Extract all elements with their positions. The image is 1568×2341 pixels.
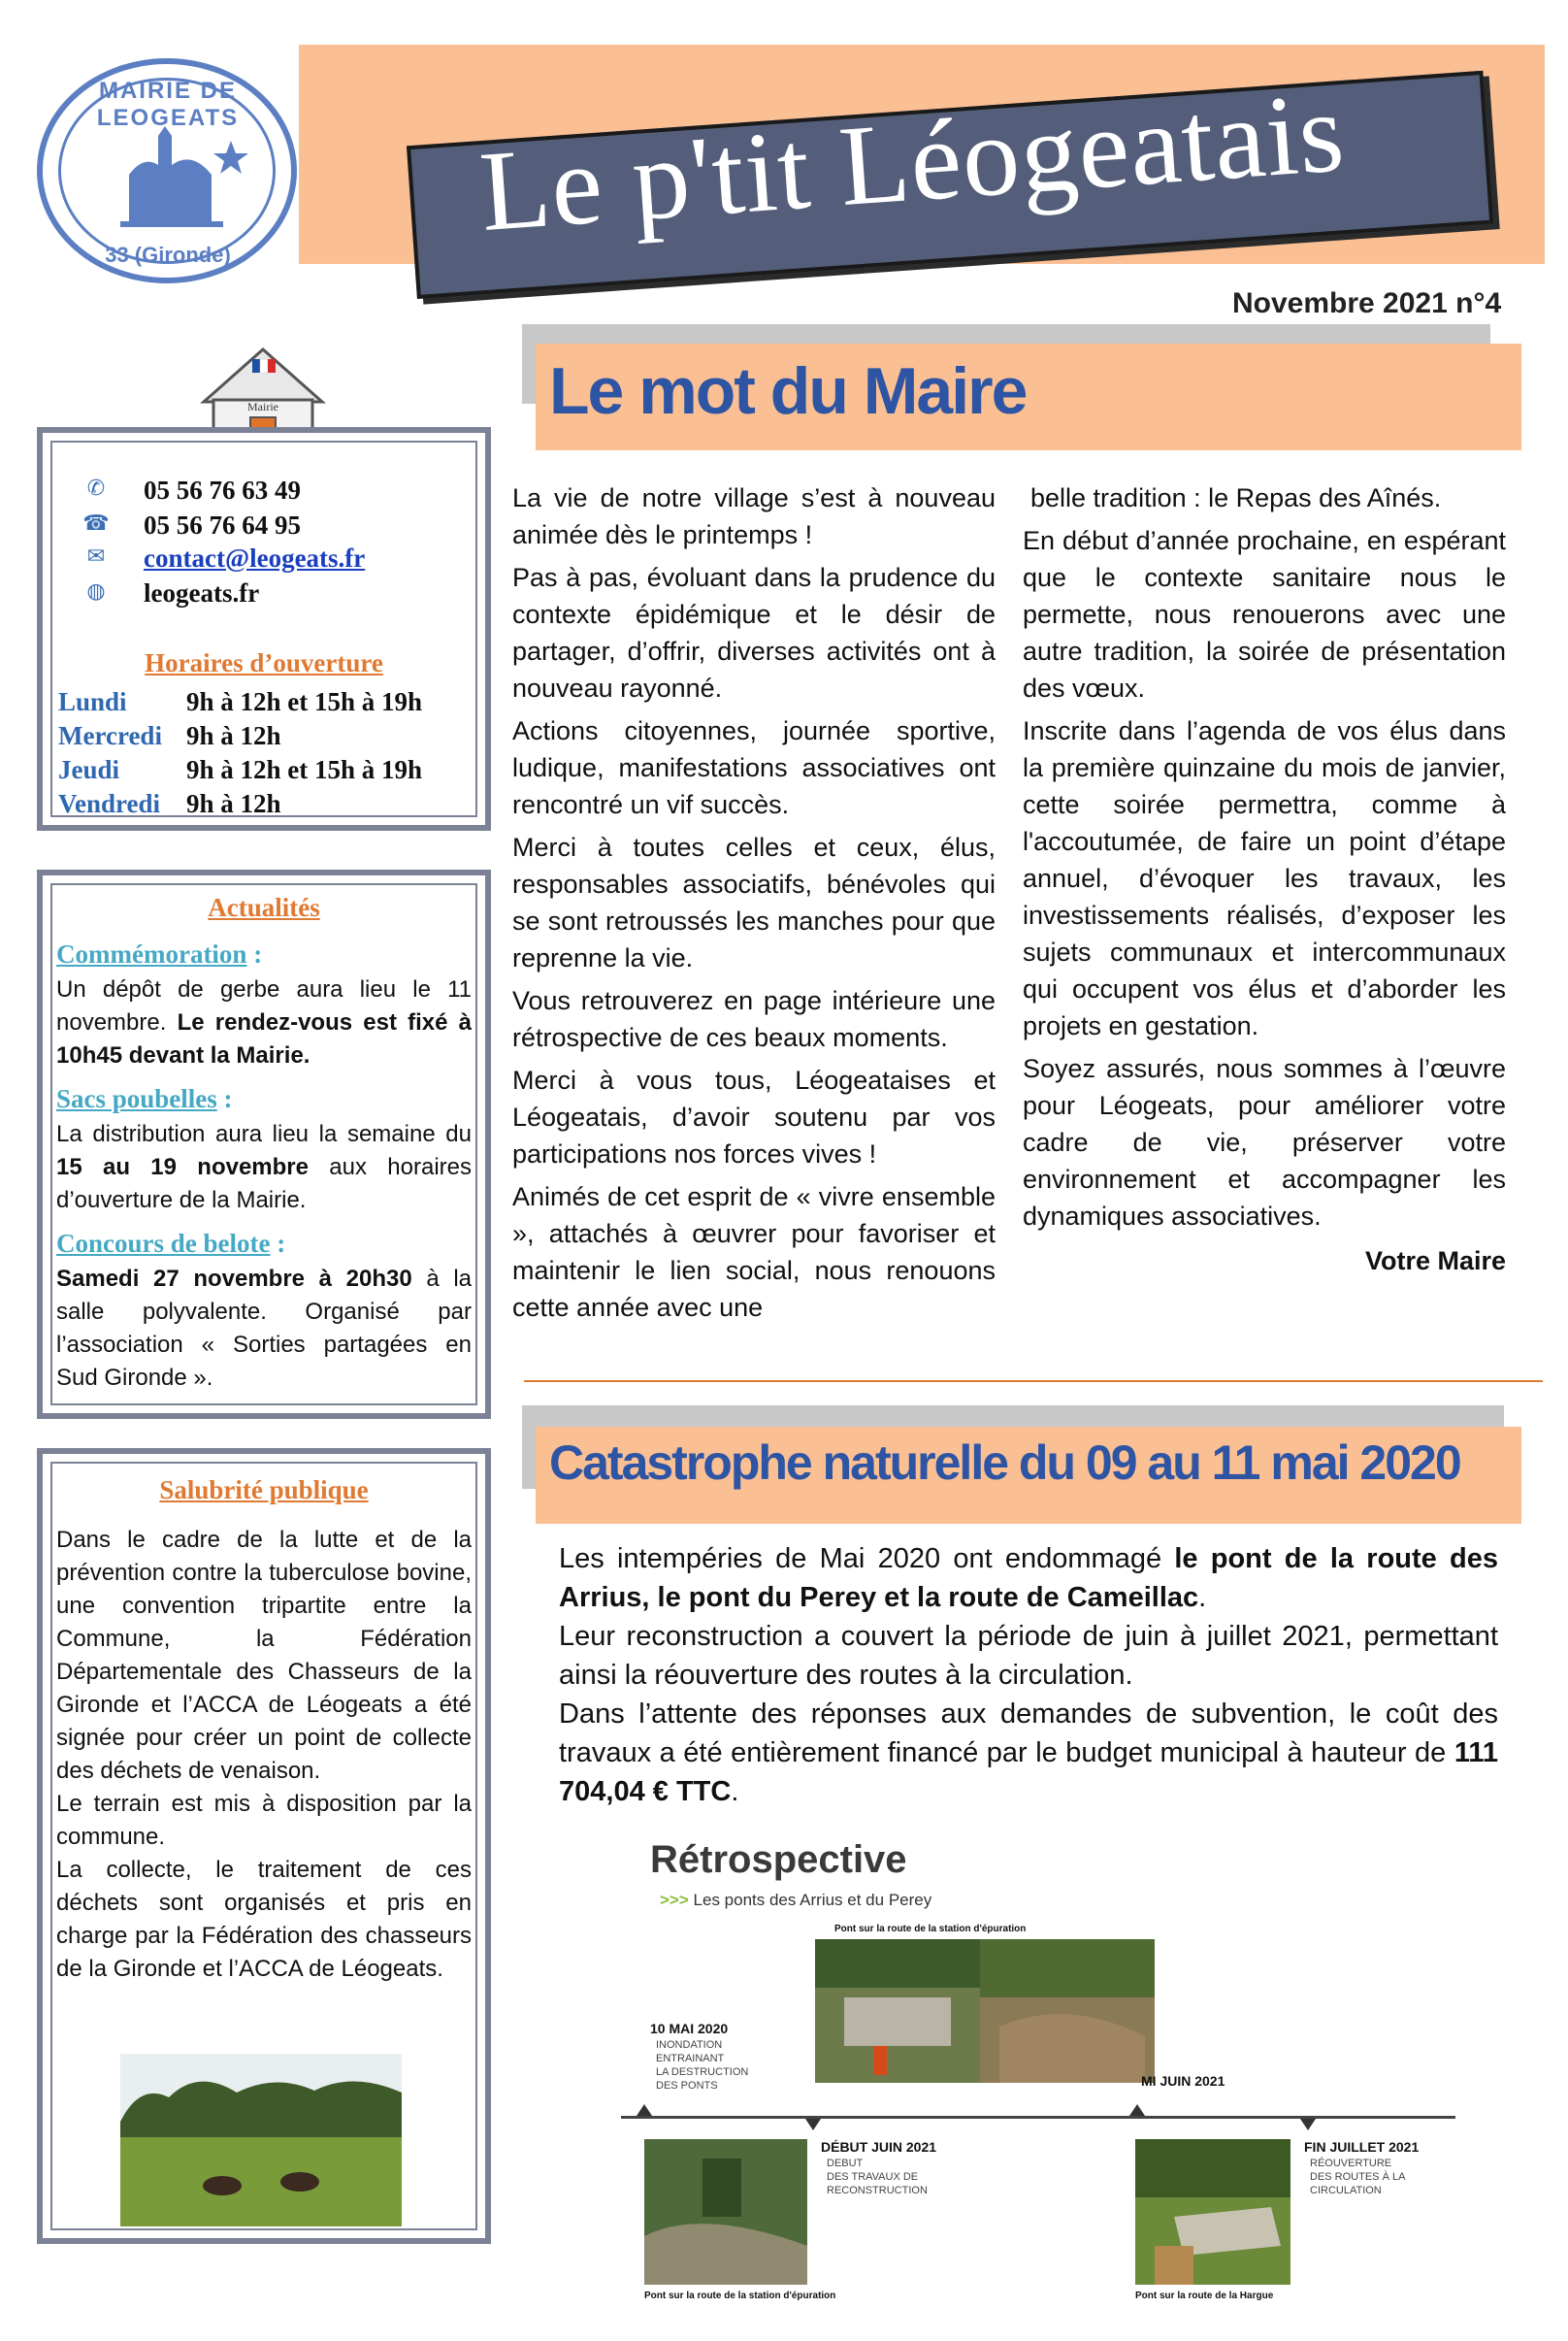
retrospective-title: Rétrospective [650, 1838, 907, 1881]
maire-paragraph: belle tradition : le Repas des Aînés. [1030, 483, 1442, 512]
actualites-item-text: Samedi 27 novembre à 20h30 à la salle polyvalente. Organisé par l’association « Sorties partagées en Sud Gironde ». [56, 1266, 472, 1391]
timeline-date: 10 MAI 2020 [650, 2021, 729, 2036]
fax-number: 05 56 76 64 95 [144, 511, 301, 540]
maire-column-left [512, 479, 996, 1332]
issue-label: Novembre 2021 n°4 [1232, 287, 1502, 319]
salubrite-paragraph: Dans le cadre de la lutte et de la prévention contre la tuberculose bovine, une convention tripartite entre la Commune, la Fédération Départementale des Chasseurs de la Gironde et l’ACCA de Léogeats a été signée pour créer un point de collecte des déchets de venaison. [56, 1527, 472, 1784]
newsletter-title: Le p'tit Léogeatais [475, 68, 1349, 256]
email-icon: ✉ [86, 544, 106, 568]
maire-paragraph: Soyez assurés, nous sommes à l’œuvre pour Léogeats, pour améliorer votre cadre de vie, préserver votre environnement et accompagner les dynamiques associatives. [1023, 1054, 1506, 1231]
boar-field-photo [120, 2054, 402, 2226]
timeline-desc: RÉOUVERTURE DES ROUTES À LA CIRCULATION [1310, 2158, 1406, 2196]
section-divider [524, 1380, 1543, 1382]
actualites-item-head: Sacs poubelles [56, 1084, 217, 1113]
timeline-date: FIN JUILLET 2021 [1304, 2139, 1420, 2155]
hours-day: Vendredi [58, 789, 161, 818]
actualites-title: Actualités [208, 893, 320, 922]
timeline-desc: INONDATION ENTRAINANT LA DESTRUCTION DES PONTS [656, 2039, 749, 2092]
catastrophe-text [559, 1539, 1498, 1811]
salubrite-paragraph: La collecte, le traitement de ces déchets sont organisés et pris en charge par la Fédération des chasseurs de la Gironde et l’ACCA de Léogeats. [56, 1857, 472, 1982]
reconstruction-photo [815, 1939, 980, 2083]
photo-caption-top: Pont sur la route de la station d'épuration [834, 1924, 1027, 1934]
hours-time: 9h à 12h et 15h à 19h [186, 755, 423, 784]
actualites-item-text: Un dépôt de gerbe aura lieu le 11 novembre. Le rendez-vous est fixé à 10h45 devant la Mairie. [56, 976, 472, 1069]
maire-paragraph: Animés de cet esprit de « vivre ensemble », attachés à œuvrer pour favoriser et maintenir le lien social, nous renouons cette année avec une [512, 1182, 996, 1322]
photo-caption-bottom-left: Pont sur la route de la station d'épuration [644, 2291, 836, 2301]
catastrophe-paragraph: Les intempéries de Mai 2020 ont endommagé le pont de la route des Arrius, le pont du Perey et la route de Cameillac. [559, 1543, 1498, 1613]
photo-caption-bottom-right: Pont sur la route de la Hargue [1135, 2291, 1274, 2301]
maire-paragraph: Pas à pas, évoluant dans la prudence du contexte épidémique et le désir de partager, d’offrir, diverses activités ont à nouveau rayonné. [512, 563, 996, 703]
actualites-item-head: Commémoration [56, 940, 247, 969]
actualites-item-head: Concours de belote [56, 1229, 271, 1258]
hours-day: Jeudi [58, 755, 120, 784]
maire-signature: Votre Maire [1364, 1246, 1506, 1275]
maire-paragraph: Inscrite dans l’agenda de vos élus dans la première quinzaine du mois de janvier, cette soirée permettra, comme à l'accoutumée, de faire un point d’étape annuel, d’évoquer les travaux, les investissements réalisés, d’exposer les sujets communaux et intercommunaux qui occupent vos élus et d’aborder les projets en gestation. [1023, 716, 1506, 1040]
timeline-marker [637, 2104, 652, 2116]
website-text: leogeats.fr [144, 578, 260, 608]
stream-photo [644, 2139, 807, 2285]
globe-icon: ◍ [86, 578, 106, 603]
maire-paragraph: Merci à toutes celles et ceux, élus, responsables associatifs, bénévoles qui se sont retroussés les manches pour que reprenne la vie. [512, 833, 996, 973]
hours-time: 9h à 12h et 15h à 19h [186, 687, 423, 716]
stamp-text-bottom: 33 (Gironde) [105, 243, 231, 267]
salubrite-title: Salubrité publique [159, 1475, 369, 1504]
fax-icon: ☎ [82, 511, 110, 535]
hours-title: Horaires d’ouverture [145, 648, 383, 677]
hours-day: Mercredi [58, 721, 162, 750]
salubrite-paragraph: Le terrain est mis à disposition par la commune. [56, 1791, 472, 1850]
hours-day: Lundi [58, 687, 127, 716]
maire-paragraph: Vous retrouverez en page intérieure une rétrospective de ces beaux moments. [512, 986, 996, 1052]
email-link[interactable]: contact@leogeats.fr [144, 544, 366, 573]
hours-time: 9h à 12h [186, 721, 281, 750]
timeline-date: DÉBUT JUIN 2021 [821, 2139, 937, 2155]
timeline-marker [1129, 2104, 1145, 2116]
maire-paragraph: Merci à vous tous, Léogeataises et Léogeatais, d’avoir soutenu par vos participations nos forces vives ! [512, 1066, 996, 1169]
retrospective-graphic [621, 1830, 1455, 2316]
retrospective-subtitle: >>> Les ponts des Arrius et du Perey [660, 1891, 932, 1909]
actualites-box: Actualités Commémoration : Un dépôt de gerbe aura lieu le 11 novembre. Le rendez-vous est fixé à 10h45 devant la Mairie. Sacs poubelles : La distribution aura lieu la semaine du 15 au 19 novembre aux horaires d’ouverture de la Mairie. Concours de belote : Samedi 27 novembre à 20h30 à la salle polyvalente. Organisé par l’association « Sorties partagées en Sud Gironde ». [37, 870, 491, 1419]
timeline-marker [1300, 2119, 1316, 2130]
maire-paragraph: En début d’année prochaine, en espérant que le contexte sanitaire nous le permette, nous renouerons avec une autre tradition, la soirée de présentation des vœux. [1023, 526, 1506, 703]
house-label: Mairie [247, 400, 278, 413]
actualites-item-text: La distribution aura lieu la semaine du 15 au 19 novembre aux horaires d’ouverture de la Mairie. [56, 1121, 472, 1213]
catastrophe-paragraph: Leur reconstruction a couvert la période de juin à juillet 2021, permettant ainsi la réouverture des routes à la circulation. [559, 1621, 1498, 1691]
salubrite-box [37, 1448, 491, 2244]
mairie-stamp-logo [37, 58, 301, 287]
phone-number: 05 56 76 63 49 [144, 476, 301, 505]
stamp-text-top: MAIRIE DE LEOGEATS [96, 78, 240, 131]
catastrophe-heading-title: Catastrophe naturelle du 09 au 11 mai 2020 [549, 1435, 1460, 1490]
hours-time: 9h à 12h [186, 789, 281, 818]
maire-paragraph: La vie de notre village s’est à nouveau animée dès le printemps ! [512, 483, 996, 549]
phone-icon: ✆ [86, 476, 106, 500]
timeline-desc: DEBUT DES TRAVAUX DE RECONSTRUCTION [827, 2158, 928, 2196]
timeline-date: MI JUIN 2021 [1141, 2073, 1225, 2089]
destroyed-bridge-photo [980, 1939, 1155, 2083]
timeline-line [621, 2116, 1455, 2119]
maire-paragraph: Actions citoyennes, journée sportive, ludique, manifestations associatives ont rencontré un vif succès. [512, 716, 996, 819]
maire-heading-title: Le mot du Maire [549, 354, 1027, 428]
timeline-marker [805, 2119, 821, 2130]
rebuilt-bridge-photo [1135, 2139, 1290, 2285]
maire-column-right [1023, 479, 1506, 1285]
catastrophe-paragraph: Dans l’attente des réponses aux demandes de subvention, le coût des travaux a été entièrement financé par le budget municipal à hauteur de 111 704,04 € TTC. [559, 1698, 1498, 1807]
contact-box [37, 427, 491, 831]
